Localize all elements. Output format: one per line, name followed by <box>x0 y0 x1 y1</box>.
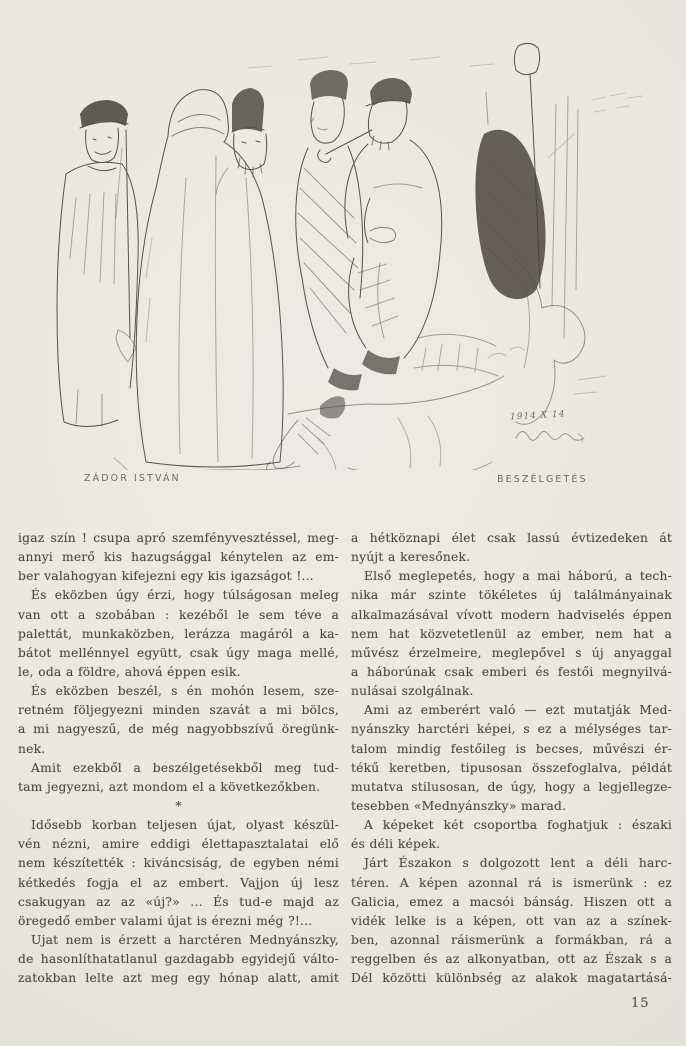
text-line: Dél közötti különbség az alakok magatartásá- <box>351 971 672 986</box>
ground-mound-sketch <box>414 334 498 376</box>
background-sketch-marks <box>248 57 642 112</box>
artist-signature <box>488 347 584 442</box>
text-line: A képeket két csoportba foghatjuk : északi <box>364 818 672 833</box>
text-line: művész érzelmeire, meglepővel s új anyaggal <box>351 645 672 660</box>
text-line: * <box>175 798 182 813</box>
text-line: nika már szinte tökéletes új találmányainak <box>351 588 672 603</box>
text-line: igaz szín ! csupa apró szemfényvesztéssel, meg- <box>18 531 339 545</box>
text-column-left <box>18 529 339 988</box>
signature-scrawl-icon <box>516 431 584 442</box>
cloaked-figure-back <box>136 90 283 467</box>
text-column-right <box>351 529 672 988</box>
text-line: kétkedés fogja el az embert. Vajjon új lesz <box>18 875 339 890</box>
text-line: Járt Északon s dolgozott lent a déli harc- <box>364 856 672 871</box>
dark-coat-sketch <box>475 92 545 299</box>
text-line: vén nézni, amire eddigi élettapasztalatai elő <box>18 837 339 852</box>
illustration-title-caption: BESZÉLGETÉS <box>497 474 588 485</box>
text-line: nulásai szolgálnak. <box>351 684 474 699</box>
text-line: retném följegyezni minden szavát a mi bölcs, <box>18 703 339 718</box>
text-line: zatokban lelte azt meg egy hónap alatt, amit <box>18 971 339 986</box>
text-line: Ujat nem is érzett a harctéren Mednyánszky, <box>31 932 339 947</box>
text-line: bátot mellénnyel együtt, csak úgy maga mellé, <box>18 645 339 660</box>
text-line: nyánszky harctéri képei, s ez a mélységes tar- <box>351 722 672 737</box>
text-line: mutatva stilusosan, de úgy, hogy a legjellegze- <box>351 779 672 794</box>
text-line: a hétköznapi élet csak lassú évtizedeken át <box>351 531 672 545</box>
text-line: öregedő ember valami újat is érezni még ?!... <box>18 913 313 928</box>
soldiers-sketch-illustration <box>18 38 678 470</box>
text-line: ben, azonnal ráismerünk a formákban, rá a <box>351 932 672 947</box>
text-line: ber valahogyan kifejezni egy kis igazságot !... <box>18 569 314 584</box>
text-line: de hasonlíthatatlanul gazdagabb egyidejű válto- <box>18 952 339 967</box>
text-line: csakugyan az az «új?» ... És tud-e majd az <box>18 894 339 909</box>
text-line: Galicia, emez a macsói bánság. Hiszen ott a <box>351 894 672 909</box>
text-line: vidék lelke is a képen, ott van az a színek- <box>351 913 672 928</box>
text-line: Ami az emberért való — ezt mutatják Med- <box>364 703 672 718</box>
text-line: annyi merő kis hazugsággal kénytelen az em- <box>18 550 339 565</box>
text-line: tesebben «Mednyánszky» marad. <box>351 798 567 813</box>
text-line: le, oda a földre, ahová éppen esik. <box>18 664 241 679</box>
text-line: palettát, munkaközben, lerázza magáról a ka- <box>18 626 339 641</box>
text-line: és déli képek. <box>351 837 441 852</box>
poles-sketch <box>548 96 578 338</box>
text-line: alkalmazásával vívott modern hadviselés éppen <box>351 607 672 622</box>
text-line: nyújt a keresőnek. <box>351 550 471 565</box>
text-line: téren. A képen azonnal rá is ismerünk : ez <box>351 875 672 890</box>
text-line: nek. <box>18 741 46 756</box>
profile-soldier-figure <box>296 70 363 390</box>
text-line: van ott a szobában : kezéből le sem téve a <box>18 607 339 622</box>
text-line: nem hat közvetetlenül az ember, nem hat a <box>351 626 672 641</box>
signature-date: 1914 X 14 <box>509 409 566 423</box>
pipe-icon <box>318 130 372 162</box>
text-line: nem készítették : kiváncsiság, de egyben némi <box>18 856 339 871</box>
text-line: Idősebb korban teljesen újat, olyast készül- <box>31 818 339 833</box>
pipe-smoker-figure <box>318 78 442 374</box>
text-line: a háborúnak csak emberi és festői megnyilvá- <box>351 664 672 679</box>
text-line: tékű keretben, tipusosan összefoglalva, példát <box>351 760 672 775</box>
text-line: És eközben úgy érzi, hogy túlságosan meleg <box>31 588 339 603</box>
rifle-icon <box>116 130 136 362</box>
text-line: Amit ezekből a beszélgetésekből meg tud- <box>31 760 339 775</box>
text-line: talom mindig festőileg is becses, művészi ér- <box>351 741 672 756</box>
text-line: Első meglepetés, hogy a mai háború, a tech- <box>364 569 672 584</box>
text-line: a mi nagyeszű, de még nagyobbszívű öregünk- <box>18 722 339 737</box>
illustration-artist-caption: ZÁDOR ISTVÁN <box>84 473 181 484</box>
dead-pig-sketch <box>110 376 504 470</box>
text-line: És eközben beszél, s én mohón lesem, sze- <box>31 684 339 699</box>
text-line: reggelben és az alkonyatban, ott az Észak s a <box>351 952 672 967</box>
bearded-soldier-figure <box>216 88 267 194</box>
text-line: tam jegyezni, azt mondom el a következőkben. <box>18 779 321 794</box>
page-number: 15 <box>631 996 650 1011</box>
